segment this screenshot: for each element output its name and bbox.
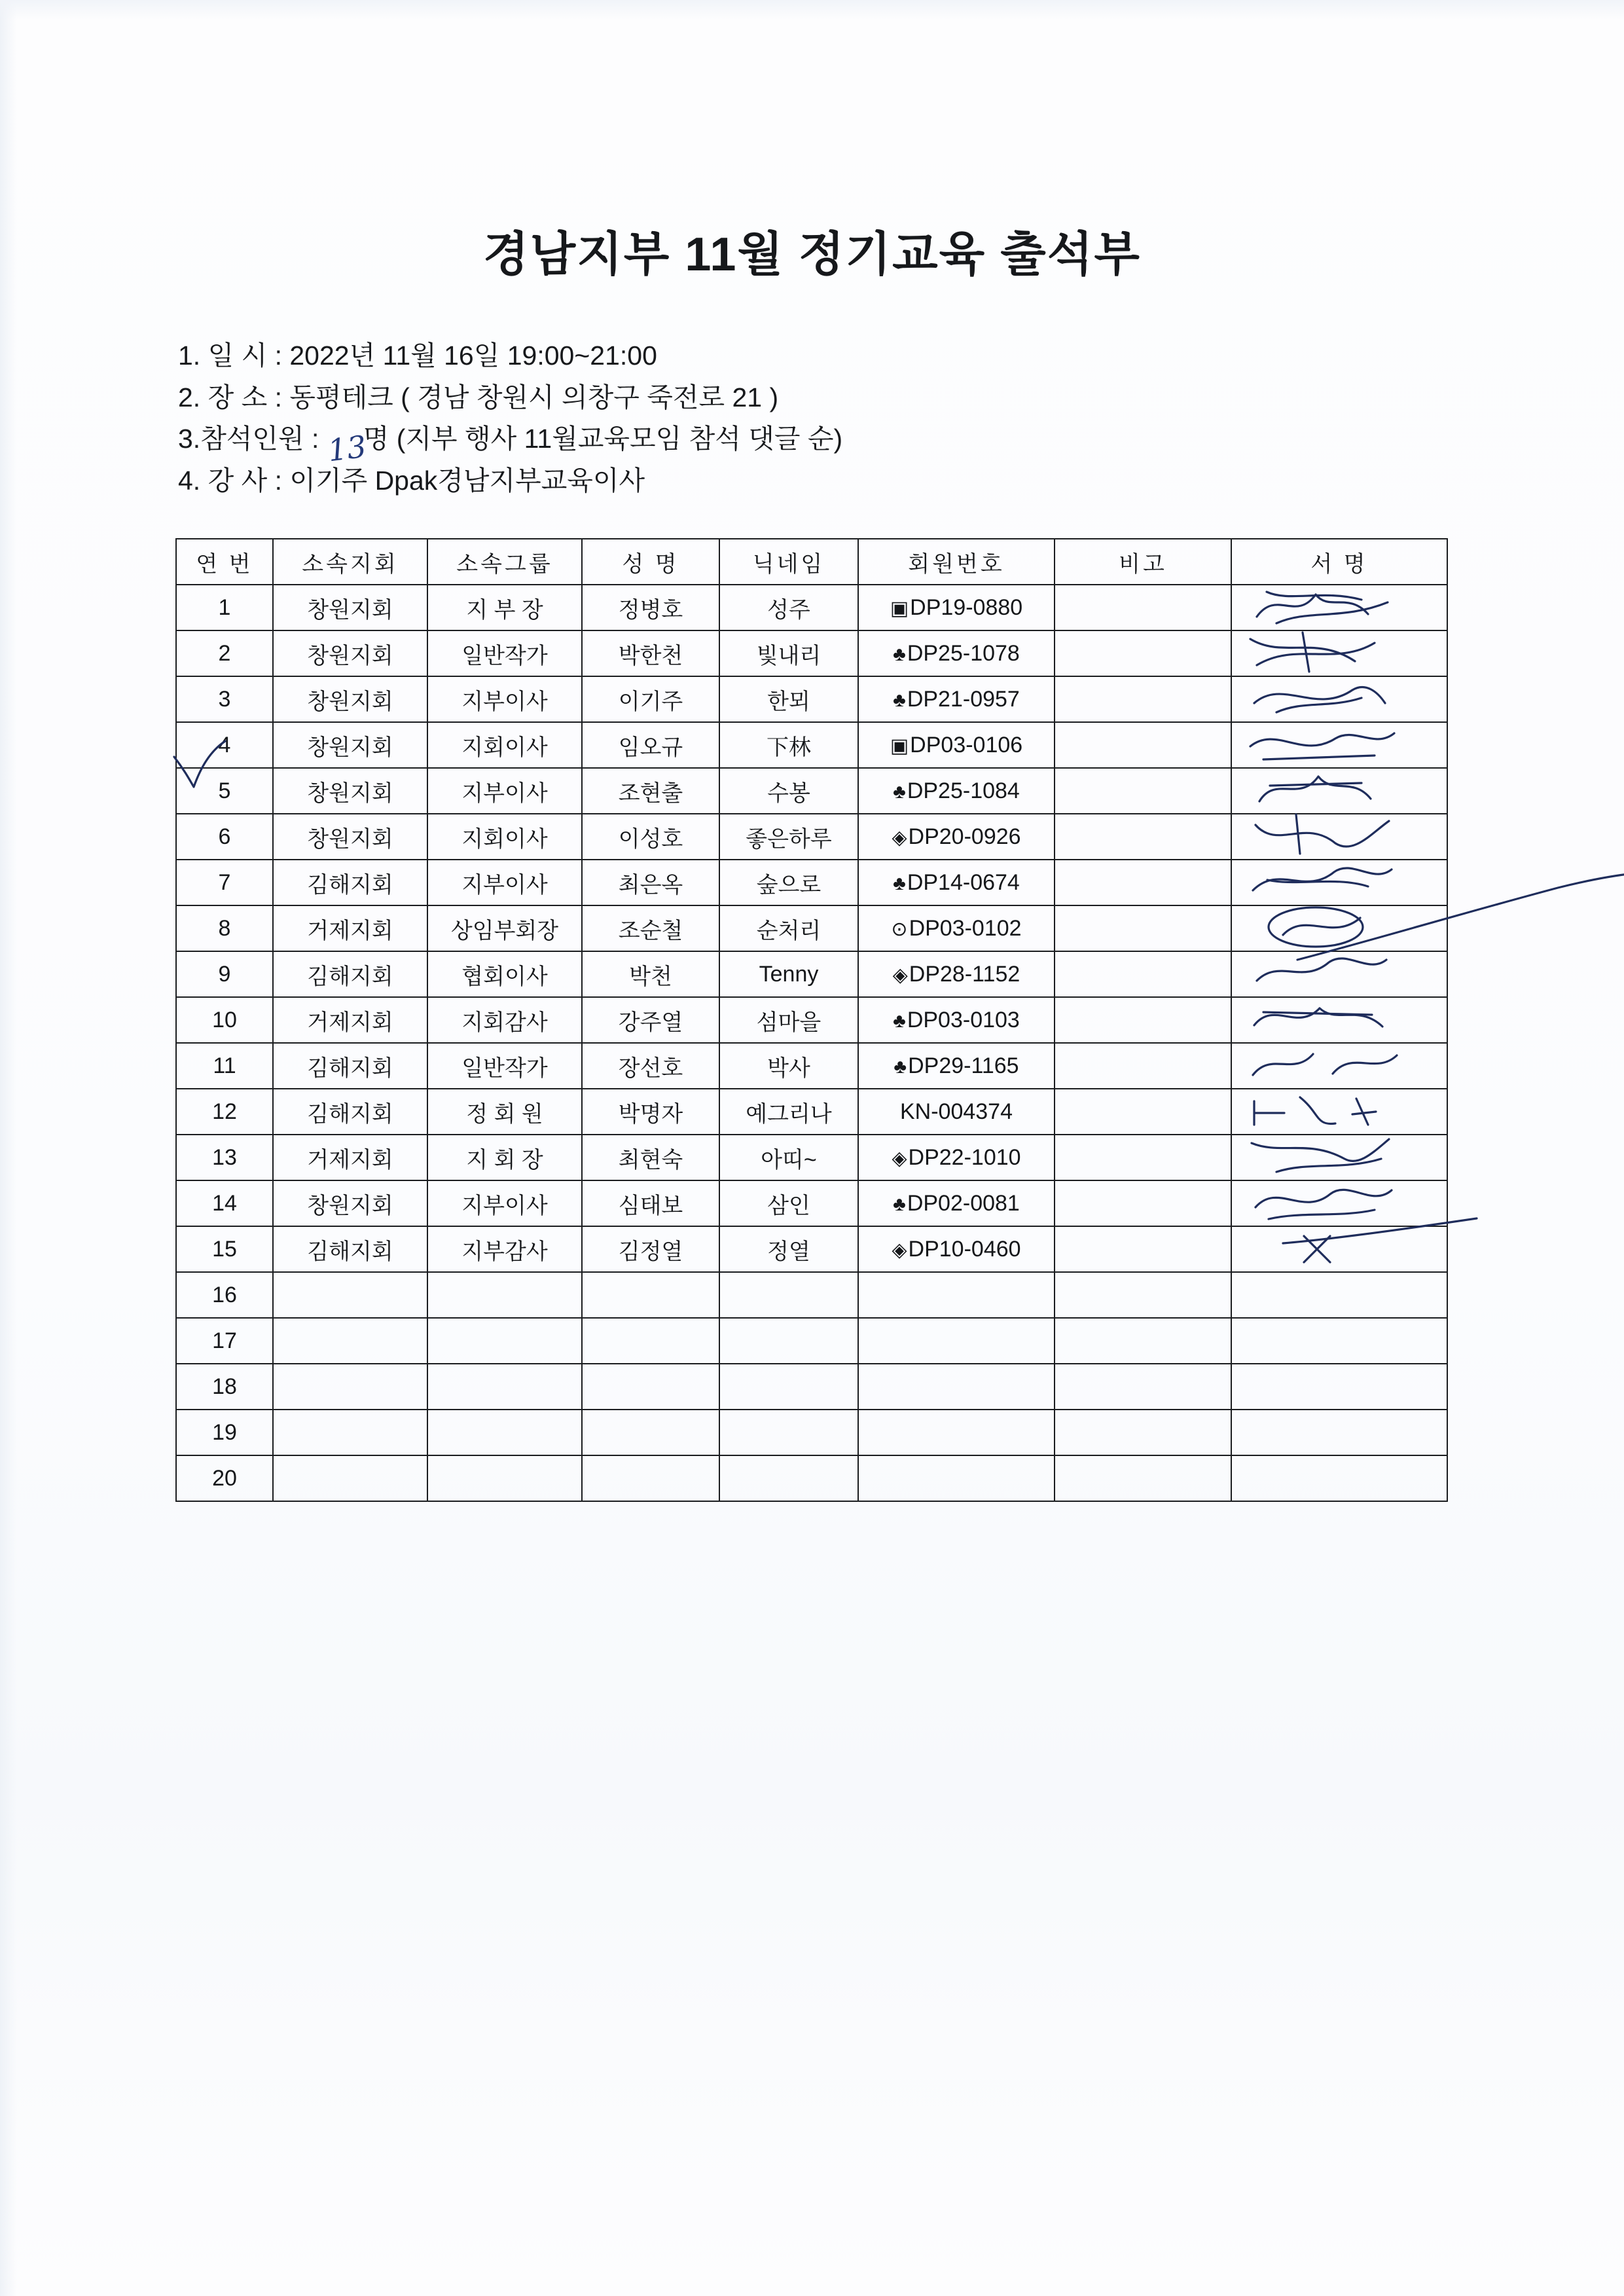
cell-signature[interactable]: [1231, 1043, 1447, 1089]
cell-group: 일반작가: [427, 1043, 582, 1089]
cell-branch: 창원지회: [273, 768, 427, 814]
cell-name: [582, 1318, 719, 1364]
cell-note: [1055, 814, 1231, 860]
cell-signature[interactable]: [1231, 814, 1447, 860]
handwritten-signature: [1237, 720, 1434, 766]
cell-signature[interactable]: [1231, 1272, 1447, 1318]
table-row: [176, 676, 1447, 722]
cell-member-number: [858, 1455, 1055, 1501]
cell-branch: 창원지회: [273, 814, 427, 860]
cell-no: 11: [176, 1043, 273, 1089]
cell-branch: 창원지회: [273, 585, 427, 630]
cell-signature[interactable]: [1231, 1089, 1447, 1135]
member-mark-icon: ▣: [890, 597, 909, 619]
cell-nickname: [719, 1455, 858, 1501]
table-row: [176, 860, 1447, 905]
cell-name: [582, 1455, 719, 1501]
cell-nickname: 정열: [719, 1226, 858, 1272]
cell-branch: 김해지회: [273, 1226, 427, 1272]
cell-member-number: ♣DP03-0103: [858, 997, 1055, 1043]
cell-group: 지부이사: [427, 676, 582, 722]
cell-no: 2: [176, 630, 273, 676]
handwritten-signature: [1237, 629, 1434, 674]
cell-member-number: ◈DP28-1152: [858, 951, 1055, 997]
handwritten-signature: [1237, 766, 1434, 812]
cell-name: 박명자: [582, 1089, 719, 1135]
cell-name: 김정열: [582, 1226, 719, 1272]
cell-no: 20: [176, 1455, 273, 1501]
col-header-sign: 서 명: [1231, 539, 1447, 585]
cell-name: 박한천: [582, 630, 719, 676]
table-row: [176, 768, 1447, 814]
cell-member-number: ♣DP02-0081: [858, 1180, 1055, 1226]
cell-note: [1055, 1135, 1231, 1180]
cell-nickname: 숲으로: [719, 860, 858, 905]
cell-group: [427, 1272, 582, 1318]
cell-no: 14: [176, 1180, 273, 1226]
cell-nickname: 빛내리: [719, 630, 858, 676]
member-mark-icon: ▣: [890, 735, 909, 757]
cell-nickname: 순처리: [719, 905, 858, 951]
cell-group: [427, 1364, 582, 1410]
table-row: [176, 1043, 1447, 1089]
table-row: [176, 1089, 1447, 1135]
table-row: [176, 1410, 1447, 1455]
meta-line-location: 2. 장 소 : 동평테크 ( 경남 창원시 의창구 죽전로 21 ): [178, 382, 779, 412]
handwritten-signature: [1237, 1178, 1434, 1224]
member-mark-icon: ◈: [892, 826, 907, 848]
cell-branch: [273, 1455, 427, 1501]
cell-member-number: ▣DP03-0106: [858, 722, 1055, 768]
cell-no: 10: [176, 997, 273, 1043]
cell-no: 4: [176, 722, 273, 768]
handwritten-signature: [1237, 1133, 1434, 1178]
table-row: [176, 1180, 1447, 1226]
cell-name: 장선호: [582, 1043, 719, 1089]
cell-name: 이성호: [582, 814, 719, 860]
cell-branch: 김해지회: [273, 860, 427, 905]
cell-group: 상임부회장: [427, 905, 582, 951]
cell-name: 정병호: [582, 585, 719, 630]
cell-signature[interactable]: [1231, 630, 1447, 676]
cell-name: 조순철: [582, 905, 719, 951]
member-mark-icon: ◈: [892, 1239, 907, 1261]
cell-note: [1055, 585, 1231, 630]
handwritten-signature: [1237, 1087, 1434, 1133]
cell-nickname: 아띠~: [719, 1135, 858, 1180]
cell-branch: 거제지회: [273, 997, 427, 1043]
table-row: [176, 1364, 1447, 1410]
cell-branch: 김해지회: [273, 951, 427, 997]
cell-signature[interactable]: [1231, 1180, 1447, 1226]
cell-group: [427, 1318, 582, 1364]
col-header-no: 연 번: [176, 539, 273, 585]
cell-member-number: ♣DP21-0957: [858, 676, 1055, 722]
cell-group: 지회이사: [427, 814, 582, 860]
cell-name: [582, 1410, 719, 1455]
handwritten-signature: [1237, 1224, 1434, 1270]
table-row: [176, 722, 1447, 768]
handwritten-signature: [1237, 995, 1434, 1041]
cell-group: 지부이사: [427, 768, 582, 814]
meta-info-block: [178, 335, 1422, 501]
cell-note: [1055, 1455, 1231, 1501]
cell-group: [427, 1455, 582, 1501]
attendee-prefix: 3.참석인원 :: [178, 424, 327, 454]
cell-signature[interactable]: [1231, 951, 1447, 997]
cell-branch: [273, 1272, 427, 1318]
cell-no: 19: [176, 1410, 273, 1455]
col-header-note: 비고: [1055, 539, 1231, 585]
cell-member-number: ◈DP20-0926: [858, 814, 1055, 860]
cell-name: 박천: [582, 951, 719, 997]
cell-nickname: 예그리나: [719, 1089, 858, 1135]
handwritten-signature: [1237, 583, 1434, 629]
handwritten-signature: [1237, 674, 1434, 720]
cell-branch: 거제지회: [273, 1135, 427, 1180]
cell-note: [1055, 722, 1231, 768]
cell-group: 지 회 장: [427, 1135, 582, 1180]
cell-branch: 김해지회: [273, 1043, 427, 1089]
member-mark-icon: ◈: [892, 964, 908, 986]
col-header-name: 성 명: [582, 539, 719, 585]
cell-signature[interactable]: [1231, 905, 1447, 951]
col-header-member: 회원번호: [858, 539, 1055, 585]
cell-branch: 김해지회: [273, 1089, 427, 1135]
cell-name: [582, 1364, 719, 1410]
handwritten-signature: [1237, 812, 1434, 858]
cell-nickname: 삼인: [719, 1180, 858, 1226]
cell-nickname: 성주: [719, 585, 858, 630]
cell-member-number: ♣DP25-1078: [858, 630, 1055, 676]
cell-no: 6: [176, 814, 273, 860]
cell-group: 지회이사: [427, 722, 582, 768]
cell-signature[interactable]: [1231, 768, 1447, 814]
handwritten-signature: [1237, 858, 1434, 903]
cell-member-number: ◈DP10-0460: [858, 1226, 1055, 1272]
cell-branch: 거제지회: [273, 905, 427, 951]
cell-nickname: 섬마을: [719, 997, 858, 1043]
cell-signature[interactable]: [1231, 1318, 1447, 1364]
table-row: [176, 1318, 1447, 1364]
cell-no: 8: [176, 905, 273, 951]
meta-line-instructor: 4. 강 사 : 이기주 Dpak경남지부교육이사: [178, 465, 645, 496]
cell-signature[interactable]: [1231, 1135, 1447, 1180]
cell-note: [1055, 768, 1231, 814]
cell-branch: [273, 1410, 427, 1455]
cell-group: 지부이사: [427, 860, 582, 905]
table-row: [176, 1226, 1447, 1272]
cell-name: 최은옥: [582, 860, 719, 905]
cell-name: 강주열: [582, 997, 719, 1043]
cell-group: 지부이사: [427, 1180, 582, 1226]
table-row: [176, 630, 1447, 676]
col-header-branch: 소속지회: [273, 539, 427, 585]
cell-member-number: [858, 1410, 1055, 1455]
cell-member-number: ♣DP29-1165: [858, 1043, 1055, 1089]
cell-nickname: [719, 1364, 858, 1410]
cell-name: 심태보: [582, 1180, 719, 1226]
table-row: [176, 905, 1447, 951]
handwritten-signature: [1237, 1041, 1434, 1087]
cell-name: [582, 1272, 719, 1318]
col-header-group: 소속그룹: [427, 539, 582, 585]
attendee-suffix: 명 (지부 행사 11월교육모임 참석 댓글 순): [363, 424, 843, 454]
member-mark-icon: ◈: [892, 1147, 907, 1169]
cell-no: 5: [176, 768, 273, 814]
cell-note: [1055, 905, 1231, 951]
cell-group: 협회이사: [427, 951, 582, 997]
cell-signature[interactable]: [1231, 997, 1447, 1043]
cell-name: 조현출: [582, 768, 719, 814]
member-mark-icon: ♣: [893, 689, 906, 711]
table-row: [176, 585, 1447, 630]
cell-group: 지회감사: [427, 997, 582, 1043]
cell-nickname: 수봉: [719, 768, 858, 814]
cell-member-number: ♣DP25-1084: [858, 768, 1055, 814]
cell-nickname: 박사: [719, 1043, 858, 1089]
cell-note: [1055, 1364, 1231, 1410]
cell-group: 일반작가: [427, 630, 582, 676]
cell-branch: 창원지회: [273, 722, 427, 768]
cell-no: 17: [176, 1318, 273, 1364]
cell-note: [1055, 1410, 1231, 1455]
cell-note: [1055, 997, 1231, 1043]
member-mark-icon: ♣: [893, 1193, 906, 1215]
cell-member-number: [858, 1318, 1055, 1364]
table-row: [176, 1455, 1447, 1501]
cell-no: 12: [176, 1089, 273, 1135]
meta-line-datetime: 1. 일 시 : 2022년 11월 16일 19:00~21:00: [178, 340, 657, 371]
cell-no: 3: [176, 676, 273, 722]
cell-group: [427, 1410, 582, 1455]
table-header-row: [176, 539, 1447, 585]
cell-note: [1055, 1226, 1231, 1272]
table-row: [176, 1135, 1447, 1180]
page-title: 경남지부 11월 정기교육 출석부: [483, 228, 1141, 281]
cell-nickname: [719, 1318, 858, 1364]
cell-no: 16: [176, 1272, 273, 1318]
handwritten-signature: [1237, 949, 1434, 995]
cell-branch: 창원지회: [273, 676, 427, 722]
cell-nickname: [719, 1272, 858, 1318]
cell-nickname: 下林: [719, 722, 858, 768]
cell-branch: [273, 1318, 427, 1364]
cell-no: 1: [176, 585, 273, 630]
table-row: [176, 997, 1447, 1043]
cell-member-number: [858, 1272, 1055, 1318]
cell-member-number: KN-004374: [858, 1089, 1055, 1135]
cell-note: [1055, 1043, 1231, 1089]
attendance-table: [175, 538, 1448, 1502]
cell-branch: 창원지회: [273, 630, 427, 676]
cell-no: 13: [176, 1135, 273, 1180]
member-mark-icon: ♣: [893, 643, 906, 665]
cell-signature[interactable]: [1231, 860, 1447, 905]
cell-note: [1055, 1318, 1231, 1364]
cell-no: 18: [176, 1364, 273, 1410]
cell-note: [1055, 951, 1231, 997]
cell-member-number: ♣DP14-0674: [858, 860, 1055, 905]
cell-name: 임오규: [582, 722, 719, 768]
cell-signature[interactable]: [1231, 1455, 1447, 1501]
cell-note: [1055, 630, 1231, 676]
table-body: [176, 585, 1447, 1501]
cell-member-number: ▣DP19-0880: [858, 585, 1055, 630]
member-mark-icon: ⊙: [891, 918, 908, 940]
cell-signature[interactable]: [1231, 1364, 1447, 1410]
table-row: [176, 814, 1447, 860]
cell-member-number: [858, 1364, 1055, 1410]
meta-line-attendees: 3.참석인원 : 13 명 (지부 행사 11월교육모임 참석 댓글 순): [178, 424, 843, 469]
cell-member-number: ⊙DP03-0102: [858, 905, 1055, 951]
cell-signature[interactable]: [1231, 1226, 1447, 1272]
cell-group: 지 부 장: [427, 585, 582, 630]
table-row: [176, 1272, 1447, 1318]
cell-no: 15: [176, 1226, 273, 1272]
member-mark-icon: ♣: [893, 1055, 907, 1078]
cell-note: [1055, 1272, 1231, 1318]
table-row: [176, 951, 1447, 997]
cell-note: [1055, 1180, 1231, 1226]
cell-name: 최현숙: [582, 1135, 719, 1180]
cell-signature[interactable]: [1231, 1410, 1447, 1455]
member-mark-icon: ♣: [893, 872, 906, 894]
cell-group: 정 회 원: [427, 1089, 582, 1135]
member-mark-icon: ♣: [893, 1010, 906, 1032]
cell-name: 이기주: [582, 676, 719, 722]
member-mark-icon: ♣: [893, 780, 906, 803]
cell-signature[interactable]: [1231, 722, 1447, 768]
cell-note: [1055, 1089, 1231, 1135]
cell-group: 지부감사: [427, 1226, 582, 1272]
cell-nickname: Tenny: [719, 951, 858, 997]
cell-no: 9: [176, 951, 273, 997]
cell-nickname: 좋은하루: [719, 814, 858, 860]
cell-signature[interactable]: [1231, 676, 1447, 722]
cell-branch: 창원지회: [273, 1180, 427, 1226]
cell-note: [1055, 860, 1231, 905]
cell-member-number: ◈DP22-1010: [858, 1135, 1055, 1180]
cell-branch: [273, 1364, 427, 1410]
col-header-nick: 닉네임: [719, 539, 858, 585]
cell-signature[interactable]: [1231, 585, 1447, 630]
cell-no: 7: [176, 860, 273, 905]
cell-nickname: 한뫼: [719, 676, 858, 722]
cell-note: [1055, 676, 1231, 722]
cell-nickname: [719, 1410, 858, 1455]
